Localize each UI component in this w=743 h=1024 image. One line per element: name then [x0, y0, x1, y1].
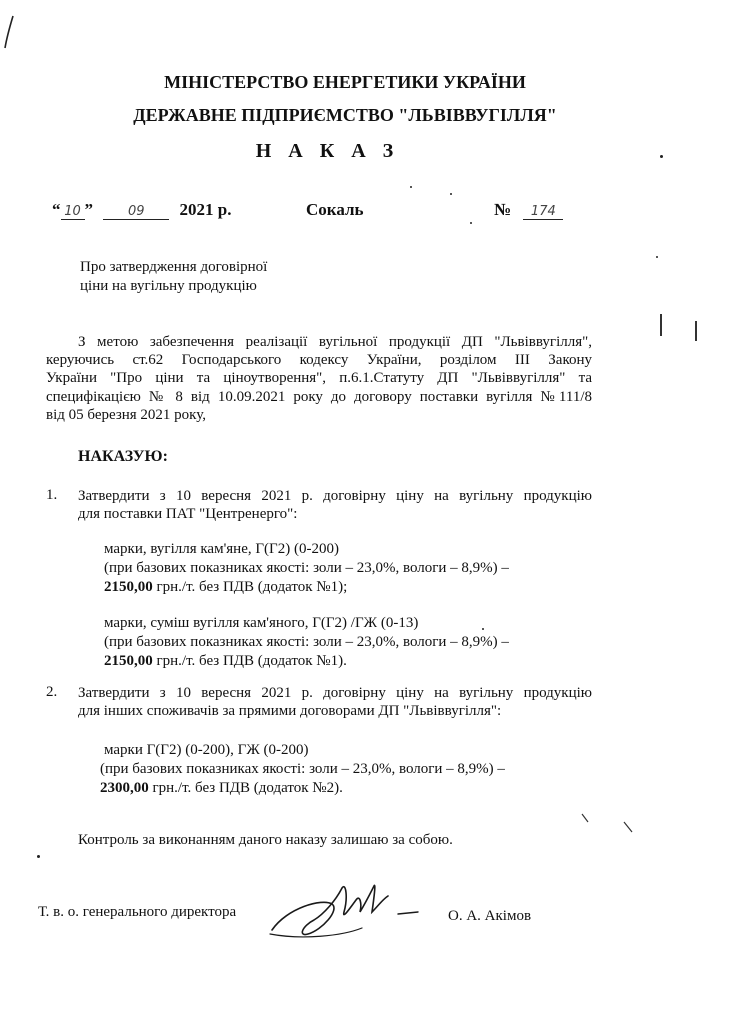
control-statement: Контроль за виконанням даного наказу залишаю за собою.	[78, 832, 453, 848]
scan-speck	[482, 628, 484, 630]
grade-a-quality: (при базових показниках якості: золи – 23,0%, вологи – 8,9%) –	[104, 560, 509, 576]
preamble-line: специфікацією № 8 від 10.09.2021 року до договору поставки вугілля №111/8	[46, 389, 592, 405]
scan-speck	[37, 855, 40, 858]
order-city: Сокаль	[306, 200, 364, 219]
grade-b-price-line	[104, 652, 347, 671]
order-word: НАКАЗУЮ:	[78, 448, 168, 465]
item2-line: для інших споживачів за прямими договорами ДП "Львіввугілля":	[78, 703, 502, 719]
subject-line: ціни на вугільну продукцію	[80, 278, 257, 294]
item1-line: Затвердити з 10 вересня 2021 р. договірну ціну на вугільну продукцію	[78, 488, 592, 504]
grade-c-line: марки Г(Г2) (0-200), ГЖ (0-200)	[104, 742, 309, 758]
order-date	[52, 200, 231, 220]
grade-c-price-rest: грн./т. без ПДВ (додаток №2).	[148, 780, 343, 796]
grade-c-quality: (при базових показниках якості: золи – 23,0%, вологи – 8,9%) –	[100, 761, 505, 777]
handwritten-signature	[262, 878, 432, 948]
subject-line: Про затвердження договірної	[80, 259, 268, 275]
date-year: 2021 р.	[179, 200, 232, 219]
order-title: Н А К А З	[255, 140, 400, 162]
scan-tick-marks	[580, 812, 640, 836]
signatory-title: Т. в. о. генерального директора	[38, 904, 237, 920]
number-label: №	[494, 200, 512, 219]
order-number	[494, 200, 563, 220]
preamble-line: керуючись ст.62 Господарського кодексу України, розділом ІІІ Закону	[46, 352, 592, 368]
number-value: 174	[523, 204, 563, 220]
margin-mark	[2, 14, 16, 50]
order-subject	[80, 258, 267, 296]
ministry-title: МІНІСТЕРСТВО ЕНЕРГЕТИКИ УКРАЇНИ	[164, 72, 526, 92]
scan-speck	[656, 256, 658, 258]
grade-b-quality: (при базових показниках якості: золи – 23,0%, вологи – 8,9%) –	[104, 634, 509, 650]
date-day: 10	[61, 204, 85, 220]
scan-speck	[450, 193, 452, 195]
grade-a-price-rest: грн./т. без ПДВ (додаток №1);	[152, 579, 348, 595]
signatory-name: О. А. Акімов	[448, 908, 532, 924]
date-open-quote: “	[52, 200, 61, 219]
grade-b-price: 2150,00	[104, 653, 153, 669]
scan-line	[660, 314, 662, 336]
preamble-line: від 05 березня 2021 року,	[46, 407, 206, 423]
enterprise-title: ДЕРЖАВНЕ ПІДПРИЄМСТВО "ЛЬВІВВУГІЛЛЯ"	[133, 105, 557, 125]
item-number: 1.	[46, 487, 58, 503]
scan-line	[695, 321, 697, 341]
preamble-line: З метою забезпечення реалізації вугільної продукції ДП "Львіввугілля",	[78, 334, 592, 350]
grade-b-line: марки, суміш вугілля кам'яного, Г(Г2) /ГЖ (0-13)	[104, 615, 419, 631]
item2-line: Затвердити з 10 вересня 2021 р. договірну ціну на вугільну продукцію	[78, 685, 592, 701]
grade-a-line: марки, вугілля кам'яне, Г(Г2) (0-200)	[104, 541, 339, 557]
item-number: 2.	[46, 684, 58, 700]
scan-speck	[410, 186, 412, 188]
scan-speck	[470, 222, 472, 224]
date-close-quote: ”	[84, 200, 93, 219]
grade-c-price-line	[100, 779, 343, 798]
date-month: 09	[103, 204, 169, 220]
scan-speck	[660, 155, 663, 158]
grade-c-price: 2300,00	[100, 780, 149, 796]
grade-a-price: 2150,00	[104, 579, 153, 595]
grade-a-price-line	[104, 578, 347, 597]
grade-b-price-rest: грн./т. без ПДВ (додаток №1).	[152, 653, 347, 669]
item1-line: для поставки ПАТ "Центренерго":	[78, 506, 298, 522]
preamble-line: України "Про ціни та ціноутворення", п.6.1.Статуту ДП "Львіввугілля" та	[46, 370, 592, 386]
